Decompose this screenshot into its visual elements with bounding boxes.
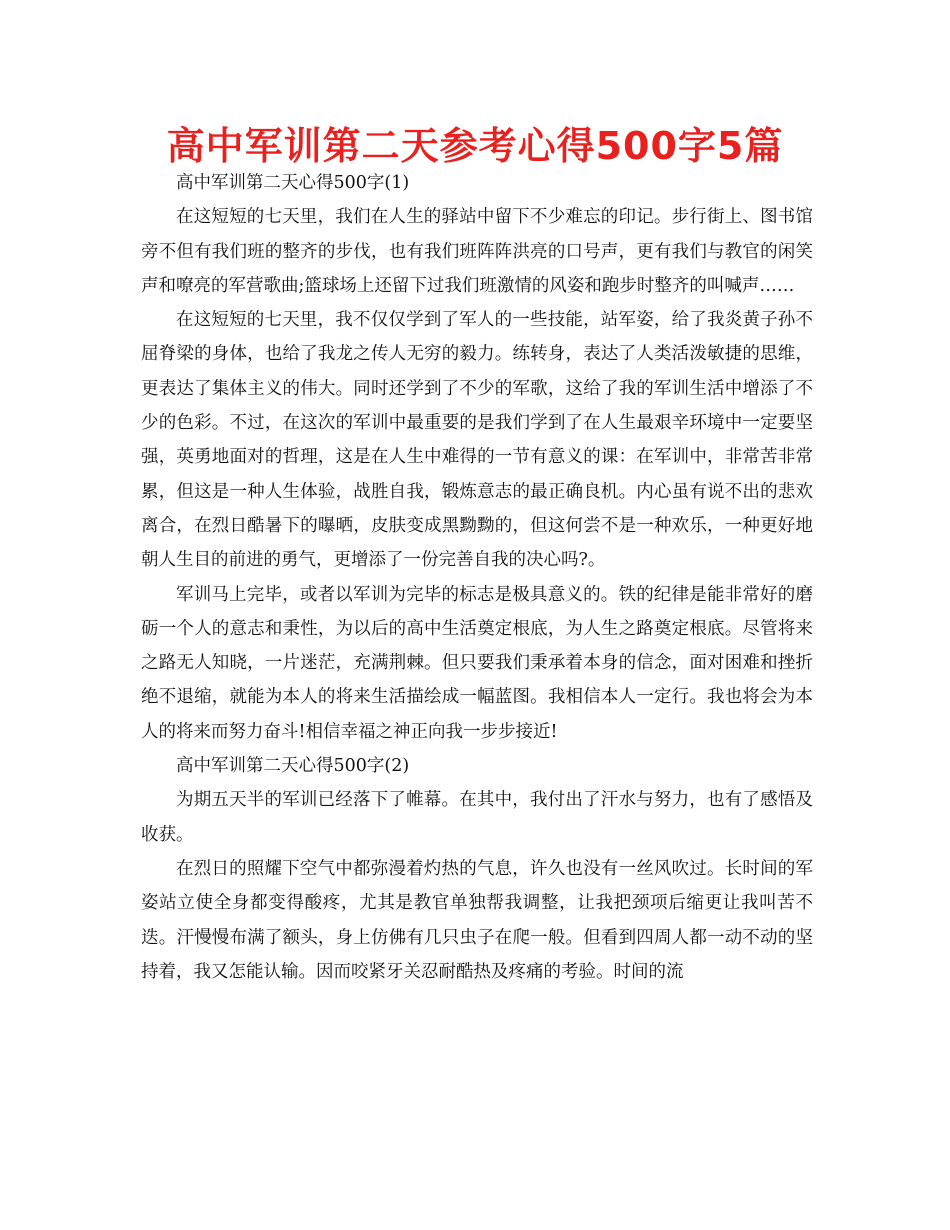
section-heading: 高中军训第二天心得500字(1) — [176, 173, 410, 193]
body-paragraph: 军训马上完毕，或者以军训为完毕的标志是极具意义的。铁的纪律是能非常好的磨砺一个人的意志和秉性，为以后的高中生活奠定根底，为人生之路奠定根底。尽管将来之路无人知晓，一片迷茫，充满荆棘。但只要我们秉承着本身的信念，面对困难和挫折绝不退缩，就能为本人的将来生活描绘成一幅蓝图。我相信本人一定行。我也将会为本人的将来而努力奋斗!相信幸福之神正向我一步步接近! — [141, 584, 813, 742]
body-paragraph: 为期五天半的军训已经落下了帷幕。在其中，我付出了汗水与努力，也有了感悟及收获。 — [141, 790, 813, 845]
document-title: 高中军训第二天参考心得500字5篇 — [166, 124, 784, 168]
document-body — [141, 166, 813, 989]
body-paragraph: 在这短短的七天里，我们在人生的驿站中留下不少难忘的印记。步行街上、图书馆旁不但有我们班的整齐的步伐，也有我们班阵阵洪亮的口号声，更有我们与教官的闲笑声和嘹亮的军营歌曲;篮球场上还留下过我们班激情的风姿和跑步时整齐的叫喊声…… — [141, 207, 813, 296]
body-paragraph: 在这短短的七天里，我不仅仅学到了军人的一些技能，站军姿，给了我炎黄子孙不屈脊梁的身体，也给了我龙之传人无穷的毅力。练转身，表达了人类活泼敏捷的思维，更表达了集体主义的伟大。同时还学到了不少的军歌，这给了我的军训生活中增添了不少的色彩。不过，在这次的军训中最重要的是我们学到了在人生最艰辛环境中一定要坚强，英勇地面对的哲理，这是在人生中难得的一节有意义的课：在军训中，非常苦非常累，但这是一种人生体验，战胜自我，锻炼意志的最正确良机。内心虽有说不出的悲欢离合，在烈日酷暑下的曝晒，皮肤变成黑黝黝的，但这何尝不是一种欢乐，一种更好地朝人生目的前进的勇气，更增添了一份完善自我的决心吗?。 — [141, 310, 813, 571]
body-paragraph: 在烈日的照耀下空气中都弥漫着灼热的气息，许久也没有一丝风吹过。长时间的军姿站立使全身都变得酸疼，尤其是教官单独帮我调整，让我把颈项后缩更让我叫苦不迭。汗慢慢布满了额头，身上仿佛有几只虫子在爬一般。但看到四周人都一动不动的坚持着，我又怎能认输。因而咬紧牙关忍耐酷热及疼痛的考验。时间的流 — [141, 858, 813, 982]
section-heading: 高中军训第二天心得500字(2) — [176, 756, 410, 777]
